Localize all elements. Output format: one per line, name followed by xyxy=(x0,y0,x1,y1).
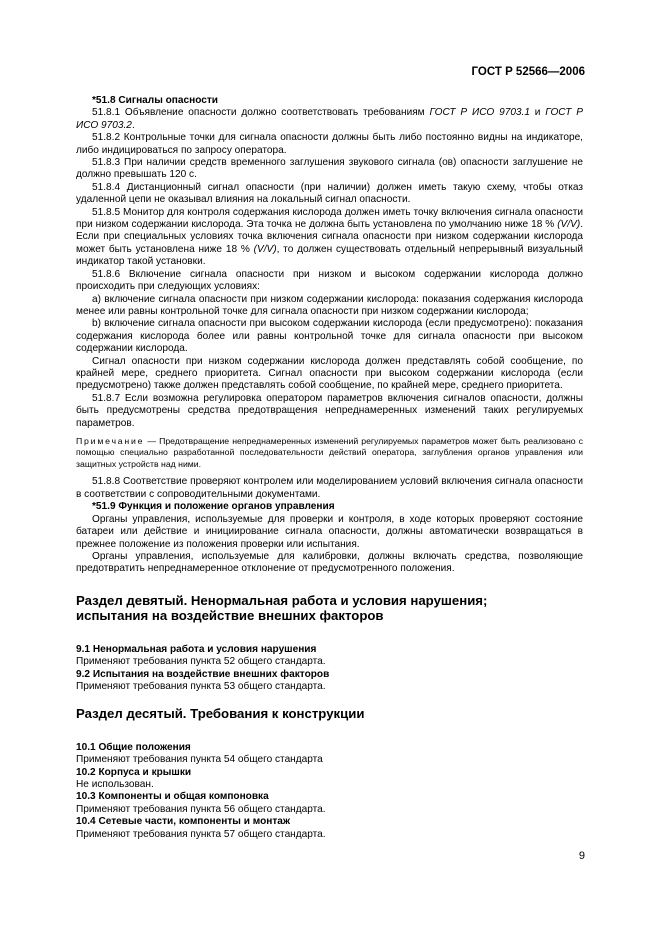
section-heading-51-9: *51.9 Функция и положение органов управления xyxy=(92,501,335,513)
paragraph-51-8-3: 51.8.3 При наличии средств временного заглушения звукового сигнала (ов) опасности заглушение не должно превышать 120 с. xyxy=(76,157,583,181)
item-10-1-text: Применяют требования пункта 54 общего стандарта xyxy=(76,754,323,766)
document-body xyxy=(76,95,583,841)
paragraph-51-8-4: 51.8.4 Дистанционный сигнал опасности (при наличии) должен иметь такую схему, чтобы отказ удаленной цепи не оказывал влияния на локальный сигнал опасности. xyxy=(76,181,583,206)
item-9-2-text: Применяют требования пункта 53 общего стандарта. xyxy=(76,680,326,692)
item-10-4-heading: 10.4 Сетевые части, компоненты и монтаж xyxy=(76,816,291,828)
section-heading-51-8: *51.8 Сигналы опасности xyxy=(92,95,219,106)
item-10-3-text: Применяют требования пункта 56 общего стандарта. xyxy=(76,803,326,815)
item-10-4-text: Применяют требования пункта 57 общего стандарта. xyxy=(76,828,326,840)
item-10-2-heading: 10.2 Корпуса и крышки xyxy=(76,766,192,778)
section-ten-title: Раздел десятый. Требования к конструкции xyxy=(76,706,365,722)
paragraph-51-9-1: Органы управления, используемые для проверки и контроля, в ходе которых проверяют состояние батареи или действие и инициирование сигнала опасности, должны автоматически возвращаться в прежнее положение из положения проверки или испытания. xyxy=(76,513,583,550)
item-9-1-heading: 9.1 Ненормальная работа и условия нарушения xyxy=(76,643,317,655)
note-label: Примечание xyxy=(76,435,145,446)
paragraph-51-9-2: Органы управления, используемые для калибровки, должны включать средства, позволяющие предотвратить непреднамеренное отклонение от предусмотренного положения. xyxy=(76,550,583,575)
item-10-2-text: Не использован. xyxy=(76,779,154,791)
note: Примечание — Предотвращение непреднамеренных изменений регулируемых параметров может быть реализовано с помощью специально разработанной последовательности действий оператора, заглубления органов управления или защитных устройств над ними. xyxy=(76,435,583,469)
page-number: 9 xyxy=(578,850,585,862)
paragraph-51-8-5: 51.8.5 Монитор для контроля содержания кислорода должен иметь точку включения сигнала опасности при низком содержании кислорода. Эта точка не должна быть установлена по умолчанию ниже 18 % (V/V). Если при специальных условиях точка включения сигнала опасности при низком содержании кислорода может быть установлена ниже 18 % (V/V), то должен существовать отдельный непрерывный визуальный индикатор такой установки. xyxy=(76,206,583,268)
item-9-2-heading: 9.2 Испытания на воздействие внешних факторов xyxy=(76,668,330,680)
list-item-b: b) включение сигнала опасности при высоком содержании кислорода (если предусмотрено): показания содержания кислорода более или равны контрольной точке для сигнала опасности при высоком содержании кислорода. xyxy=(76,318,583,355)
item-10-3-heading: 10.3 Компоненты и общая компоновка xyxy=(76,791,269,803)
list-item-a: а) включение сигнала опасности при низком содержании кислорода: показания содержания кислорода менее или равны контрольной точке для сигнала опасности при низком содержании кислорода; xyxy=(76,293,583,317)
paragraph-51-8-8: 51.8.8 Соответствие проверяют контролем или моделированием условий включения сигнала опасности в соответствии с сопроводительными документами. xyxy=(76,476,583,500)
paragraph-51-8-7: 51.8.7 Если возможна регулировка оператором параметров включения сигналов опасности, должны быть предусмотрены средства предотвращения непреднамеренных изменений таких регулируемых параметров. xyxy=(76,392,583,429)
section-nine-title: Раздел девятый. Ненормальная работа и условия нарушения; испытания на воздействие внешних факторов xyxy=(76,592,488,624)
paragraph-51-8-2: 51.8.2 Контрольные точки для сигнала опасности должны быть либо постоянно видны на индикаторе, либо индицироваться по запросу оператора. xyxy=(76,132,583,156)
item-10-1-heading: 10.1 Общие положения xyxy=(76,741,191,753)
item-9-1-text: Применяют требования пункта 52 общего стандарта. xyxy=(76,656,326,668)
paragraph-alarm-priority: Сигнал опасности при низком содержании кислорода должен представлять собой сообщение, по крайней мере, среднего приоритета. Сигнал опасности при высоком содержании кислорода (если предусмотрено) также должен представлять собой сообщение, по крайней мере, среднего приоритета. xyxy=(76,355,583,392)
paragraph-51-8-6: 51.8.6 Включение сигнала опасности при низком и высоком содержании кислорода должно происходить при следующих условиях: xyxy=(76,268,583,293)
document-id-header: ГОСТ Р 52566—2006 xyxy=(471,66,585,78)
paragraph-51-8-1: 51.8.1 Объявление опасности должно соответствовать требованиям ГОСТ Р ИСО 9703.1 и ГОСТ Р ИСО 9703.2. xyxy=(76,107,583,131)
